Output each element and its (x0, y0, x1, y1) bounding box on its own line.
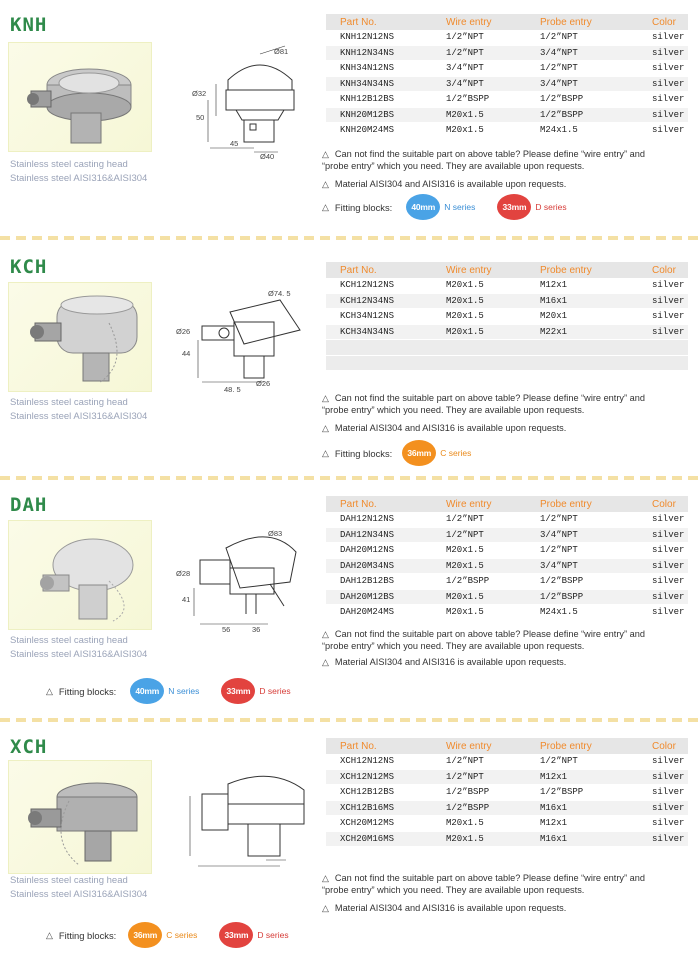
col-header-color: Color (644, 738, 688, 754)
note-not-found-kch (322, 392, 645, 416)
triangle-icon: △ (322, 423, 329, 433)
color-cell: silver (644, 278, 688, 293)
color-cell: silver (644, 754, 688, 769)
table-row (326, 107, 688, 123)
dim-label: Ø32 (192, 89, 207, 98)
dim-label: Ø83 (268, 529, 283, 538)
dim-label: Ø26 (176, 327, 191, 336)
probe-entry-cell: M12x1 (530, 278, 644, 293)
probe-entry-cell: 1/2”NPT (530, 512, 644, 527)
product-photo-xch (8, 760, 152, 874)
dim-label: Ø28 (176, 569, 191, 578)
col-header-color: Color (644, 262, 688, 278)
probe-entry-cell: 3/4”NPT (530, 45, 644, 61)
triangle-icon: △ (322, 149, 329, 159)
note-material-knh: △ Material AISI304 and AISI316 is available upon requests. (322, 179, 567, 189)
note-line-1: △ Can not find the suitable part on above table? Please define “wire entry” and (322, 629, 645, 639)
note-line-1: △ Can not find the suitable part on above table? Please define “wire entry” and (322, 873, 645, 883)
part-number-cell: KCH34N34NS (326, 324, 432, 340)
note-line-1: △ Can not find the suitable part on above table? Please define “wire entry” and (322, 393, 645, 403)
probe-entry-cell: M16x1 (530, 293, 644, 309)
wire-entry-cell: 1/2”NPT (432, 527, 530, 543)
col-header-wire: Wire entry (432, 262, 530, 278)
wire-entry-cell: 1/2”NPT (432, 30, 530, 45)
part-number-cell: KCH12N12NS (326, 278, 432, 293)
part-number-cell: XCH12B12BS (326, 785, 432, 801)
triangle-icon: △ (322, 201, 329, 212)
triangle-icon: △ (322, 629, 329, 639)
probe-entry-cell: 1/2”NPT (530, 30, 644, 45)
empty-cell (326, 355, 432, 371)
fitting-label: Fitting blocks: (58, 929, 117, 941)
fitting-blocks-knh (322, 194, 589, 220)
spec-table-dah (326, 496, 688, 621)
color-cell: silver (644, 293, 688, 309)
caption-line-2: Stainless steel AISI316&AISI304 (10, 411, 148, 422)
part-number-cell: XCH20M12MS (326, 816, 432, 832)
caption-xch (10, 874, 147, 902)
color-cell: silver (644, 785, 688, 801)
part-number-cell: DAH12B12BS (326, 574, 432, 590)
fitting-label: Fitting blocks: (58, 685, 117, 697)
table-row (326, 800, 688, 816)
probe-entry-cell: 3/4”NPT (530, 527, 644, 543)
table-row (326, 785, 688, 801)
fitting-label: Fitting blocks: (334, 447, 393, 459)
part-number-cell: XCH12N12NS (326, 754, 432, 769)
color-cell: silver (644, 92, 688, 108)
dim-label: Ø81 (274, 47, 289, 56)
probe-entry-cell: M16x1 (530, 831, 644, 847)
table-row (326, 309, 688, 325)
col-header-part: Part No. (326, 262, 432, 278)
part-number-cell: KNH12B12BS (326, 92, 432, 108)
col-header-part: Part No. (326, 496, 432, 512)
color-cell: silver (644, 123, 688, 139)
empty-cell (530, 340, 644, 356)
table-row (326, 527, 688, 543)
wire-entry-cell: M20x1.5 (432, 309, 530, 325)
table-row (326, 30, 688, 45)
wire-entry-cell: 1/2”NPT (432, 754, 530, 769)
probe-entry-cell: 1/2”NPT (530, 754, 644, 769)
section-divider (0, 236, 700, 240)
table-row (326, 574, 688, 590)
wire-entry-cell: M20x1.5 (432, 589, 530, 605)
triangle-icon: △ (322, 393, 329, 403)
table-row (326, 816, 688, 832)
badge-36mm: 36mm (402, 440, 436, 466)
product-photo-knh (8, 42, 152, 152)
technical-drawing-dah (176, 518, 310, 636)
part-number-cell: DAH12N34NS (326, 527, 432, 543)
empty-cell (432, 340, 530, 356)
color-cell: silver (644, 769, 688, 785)
color-cell: silver (644, 324, 688, 340)
dim-label: 45 (230, 139, 239, 148)
technical-drawing-kch (176, 282, 310, 394)
note-material-xch: △ Material AISI304 and AISI316 is available upon requests. (322, 903, 567, 913)
technical-drawing-xch (178, 760, 318, 880)
color-cell: silver (644, 816, 688, 832)
badge-33mm: 33mm (221, 678, 255, 704)
caption-knh (10, 158, 147, 186)
color-cell: silver (644, 574, 688, 590)
wire-entry-cell: 1/2”BSPP (432, 800, 530, 816)
part-number-cell: DAH20M12NS (326, 543, 432, 559)
part-number-cell: XCH12N12MS (326, 769, 432, 785)
col-header-color: Color (644, 14, 688, 30)
probe-entry-cell: 3/4”NPT (530, 76, 644, 92)
triangle-icon: △ (46, 685, 53, 696)
badge-40mm: 40mm (130, 678, 164, 704)
part-number-cell: KNH20M24MS (326, 123, 432, 139)
section-title-kch: KCH (10, 256, 48, 278)
color-cell: silver (644, 30, 688, 45)
section-title-knh: KNH (10, 14, 48, 36)
caption-kch (10, 396, 147, 424)
wire-entry-cell: 3/4”NPT (432, 61, 530, 77)
caption-line-1: Stainless steel casting head (10, 397, 128, 408)
wire-entry-cell: 3/4”NPT (432, 76, 530, 92)
wire-entry-cell: M20x1.5 (432, 558, 530, 574)
spec-table-xch (326, 738, 688, 847)
wire-entry-cell: 1/2”NPT (432, 769, 530, 785)
table-row (326, 123, 688, 139)
wire-entry-cell: M20x1.5 (432, 123, 530, 139)
note-line-2: “probe entry” which you need. They are available upon requests. (322, 885, 585, 895)
wire-entry-cell: M20x1.5 (432, 278, 530, 293)
triangle-icon: △ (322, 657, 329, 667)
series-label-d: D series (535, 202, 567, 212)
part-number-cell: XCH20M16MS (326, 831, 432, 847)
note-not-found-knh (322, 148, 645, 172)
note-not-found-dah (322, 628, 645, 652)
product-photo-dah (8, 520, 152, 630)
table-row (326, 293, 688, 309)
probe-entry-cell: 1/2”BSPP (530, 589, 644, 605)
color-cell: silver (644, 605, 688, 621)
part-number-cell: DAH20M12BS (326, 589, 432, 605)
table-row (326, 324, 688, 340)
caption-line-2: Stainless steel AISI316&AISI304 (10, 889, 148, 900)
probe-entry-cell: 1/2”BSPP (530, 785, 644, 801)
fitting-blocks-dah (46, 678, 313, 704)
part-number-cell: KNH12N34NS (326, 45, 432, 61)
color-cell: silver (644, 589, 688, 605)
dim-label: Ø74. 5 (268, 289, 291, 298)
section-divider (0, 476, 700, 480)
probe-entry-cell: M20x1 (530, 309, 644, 325)
color-cell: silver (644, 107, 688, 123)
table-row (326, 769, 688, 785)
probe-entry-cell: 1/2”NPT (530, 543, 644, 559)
empty-row (326, 340, 688, 356)
wire-entry-cell: M20x1.5 (432, 831, 530, 847)
probe-entry-cell: 1/2”BSPP (530, 107, 644, 123)
part-number-cell: KNH20M12BS (326, 107, 432, 123)
spec-table-knh (326, 14, 688, 139)
table-row (326, 76, 688, 92)
series-label-d: D series (259, 686, 291, 696)
triangle-icon: △ (322, 903, 329, 913)
empty-cell (644, 340, 688, 356)
triangle-icon: △ (46, 929, 53, 940)
probe-entry-cell: 3/4”NPT (530, 558, 644, 574)
col-header-wire: Wire entry (432, 496, 530, 512)
spec-table-kch (326, 262, 688, 371)
caption-line-1: Stainless steel casting head (10, 635, 128, 646)
empty-cell (326, 340, 432, 356)
part-number-cell: KNH34N12NS (326, 61, 432, 77)
wire-entry-cell: 1/2”BSPP (432, 574, 530, 590)
color-cell: silver (644, 45, 688, 61)
table-row (326, 512, 688, 527)
probe-entry-cell: M22x1 (530, 324, 644, 340)
col-header-color: Color (644, 496, 688, 512)
badge-33mm: 33mm (497, 194, 531, 220)
table-body-dah (326, 512, 688, 620)
table-row (326, 558, 688, 574)
probe-entry-cell: 1/2”BSPP (530, 574, 644, 590)
part-number-cell: DAH20M24MS (326, 605, 432, 621)
note-line-1: △ Can not find the suitable part on above table? Please define “wire entry” and (322, 149, 645, 159)
color-cell: silver (644, 558, 688, 574)
part-number-cell: DAH20M34NS (326, 558, 432, 574)
caption-line-1: Stainless steel casting head (10, 159, 128, 170)
part-number-cell: DAH12N12NS (326, 512, 432, 527)
badge-33mm: 33mm (219, 922, 253, 948)
empty-cell (432, 355, 530, 371)
dim-label: 41 (182, 595, 191, 604)
probe-entry-cell: M12x1 (530, 816, 644, 832)
wire-entry-cell: 1/2”BSPP (432, 92, 530, 108)
caption-line-1: Stainless steel casting head (10, 875, 128, 886)
probe-entry-cell: 1/2”NPT (530, 61, 644, 77)
col-header-wire: Wire entry (432, 14, 530, 30)
series-label-d: D series (257, 930, 289, 940)
col-header-probe: Probe entry (530, 262, 644, 278)
table-row (326, 278, 688, 293)
color-cell: silver (644, 831, 688, 847)
table-body-xch (326, 754, 688, 847)
wire-entry-cell: M20x1.5 (432, 293, 530, 309)
table-row (326, 61, 688, 77)
dim-label: 56 (222, 625, 231, 634)
fitting-blocks-kch (322, 440, 493, 466)
col-header-probe: Probe entry (530, 496, 644, 512)
section-divider (0, 718, 700, 722)
wire-entry-cell: 1/2”NPT (432, 45, 530, 61)
note-not-found-xch (322, 872, 645, 896)
wire-entry-cell: 1/2”BSPP (432, 785, 530, 801)
fitting-label: Fitting blocks: (334, 201, 393, 213)
table-row (326, 92, 688, 108)
color-cell: silver (644, 309, 688, 325)
dim-label: 36 (252, 625, 261, 634)
fitting-blocks-xch (46, 922, 311, 948)
probe-entry-cell: M16x1 (530, 800, 644, 816)
section-title-xch: XCH (10, 736, 48, 758)
dim-label: Ø26 (256, 379, 271, 388)
note-material-dah: △ Material AISI304 and AISI316 is available upon requests. (322, 657, 567, 667)
note-line-2: “probe entry” which you need. They are available upon requests. (322, 641, 585, 651)
part-number-cell: XCH12B16MS (326, 800, 432, 816)
table-row (326, 754, 688, 769)
caption-line-2: Stainless steel AISI316&AISI304 (10, 173, 148, 184)
triangle-icon: △ (322, 873, 329, 883)
table-row (326, 589, 688, 605)
badge-40mm: 40mm (406, 194, 440, 220)
col-header-part: Part No. (326, 738, 432, 754)
note-material-kch: △ Material AISI304 and AISI316 is available upon requests. (322, 423, 567, 433)
color-cell: silver (644, 800, 688, 816)
table-row (326, 543, 688, 559)
probe-entry-cell: 1/2”BSPP (530, 92, 644, 108)
note-line-2: “probe entry” which you need. They are available upon requests. (322, 405, 585, 415)
wire-entry-cell: M20x1.5 (432, 107, 530, 123)
badge-36mm: 36mm (128, 922, 162, 948)
part-number-cell: KCH34N12NS (326, 309, 432, 325)
empty-row (326, 355, 688, 371)
part-number-cell: KNH12N12NS (326, 30, 432, 45)
triangle-icon: △ (322, 447, 329, 458)
triangle-icon: △ (322, 179, 329, 189)
series-label-n: N series (168, 686, 200, 696)
part-number-cell: KNH34N34NS (326, 76, 432, 92)
col-header-part: Part No. (326, 14, 432, 30)
col-header-probe: Probe entry (530, 738, 644, 754)
wire-entry-cell: M20x1.5 (432, 816, 530, 832)
caption-dah (10, 634, 147, 662)
part-number-cell: KCH12N34NS (326, 293, 432, 309)
dim-label: Ø40 (260, 152, 275, 161)
empty-cell (530, 355, 644, 371)
series-label-c: C series (440, 448, 472, 458)
note-line-2: “probe entry” which you need. They are available upon requests. (322, 161, 585, 171)
wire-entry-cell: M20x1.5 (432, 605, 530, 621)
table-body-kch (326, 278, 688, 371)
probe-entry-cell: M24x1.5 (530, 123, 644, 139)
product-photo-kch (8, 282, 152, 392)
series-label-n: N series (444, 202, 476, 212)
probe-entry-cell: M24x1.5 (530, 605, 644, 621)
series-label-c: C series (166, 930, 198, 940)
color-cell: silver (644, 543, 688, 559)
table-row (326, 45, 688, 61)
dim-label: 44 (182, 349, 191, 358)
color-cell: silver (644, 76, 688, 92)
technical-drawing-knh (190, 40, 310, 160)
caption-line-2: Stainless steel AISI316&AISI304 (10, 649, 148, 660)
dim-label: 50 (196, 113, 205, 122)
wire-entry-cell: M20x1.5 (432, 324, 530, 340)
table-row (326, 831, 688, 847)
color-cell: silver (644, 61, 688, 77)
wire-entry-cell: M20x1.5 (432, 543, 530, 559)
table-body-knh (326, 30, 688, 138)
wire-entry-cell: 1/2”NPT (432, 512, 530, 527)
probe-entry-cell: M12x1 (530, 769, 644, 785)
color-cell: silver (644, 527, 688, 543)
section-title-dah: DAH (10, 494, 48, 516)
col-header-wire: Wire entry (432, 738, 530, 754)
col-header-probe: Probe entry (530, 14, 644, 30)
dim-label: 48. 5 (224, 385, 241, 394)
empty-cell (644, 355, 688, 371)
table-row (326, 605, 688, 621)
color-cell: silver (644, 512, 688, 527)
